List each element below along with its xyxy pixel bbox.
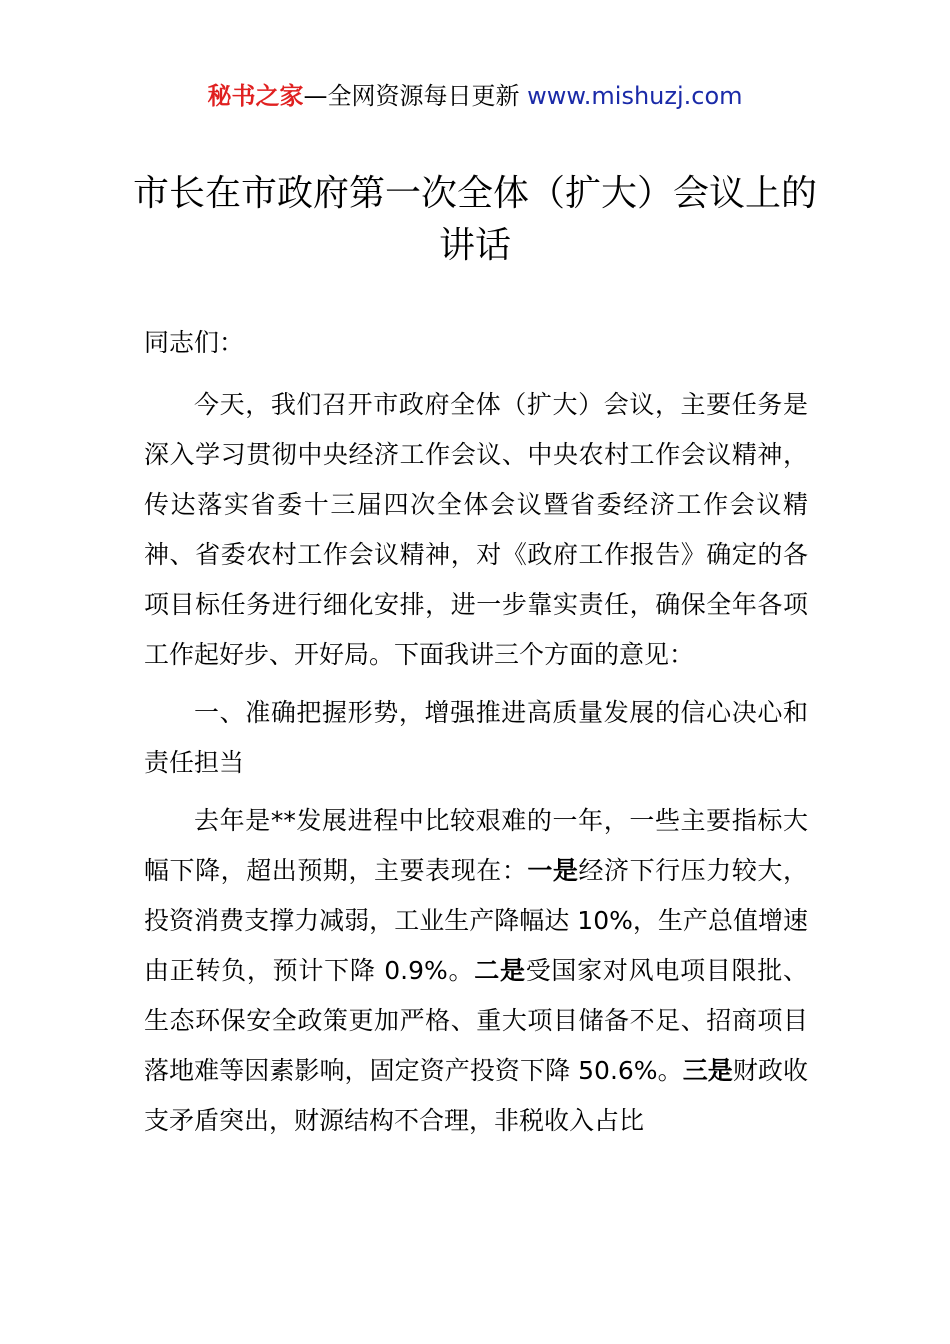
intro-paragraph: 今天，我们召开市政府全体（扩大）会议，主要任务是深入学习贯彻中央经济工作会议、中央农村工作会议精神，传达落实省委十三届四次全体会议暨省委经济工作会议精神、省委农村工作会议精神，对《政府工作报告》确定的各项目标任务进行细化安排，进一步靠实责任，确保全年各项工作起好步、开好局。下面我讲三个方面的意见： bbox=[144, 390, 808, 669]
document-body bbox=[144, 318, 808, 1154]
site-slogan: —全网资源每日更新 bbox=[303, 82, 528, 110]
situation-lead: 去年是**发展进程中比较艰难的一年，一些主要指标大幅下降，超出预期，主要表现在： bbox=[144, 806, 808, 885]
site-brand: 秘书之家 bbox=[207, 82, 304, 110]
situation-paragraph bbox=[144, 796, 808, 1146]
point-text-3: 财政收支矛盾突出，财源结构不合理，非税收入占比 bbox=[144, 1056, 808, 1135]
point-label-3: 三是 bbox=[682, 1056, 733, 1085]
salutation: 同志们： bbox=[144, 328, 245, 357]
point-text-1: 经济下行压力较大，投资消费支撑力减弱，工业生产降幅达 10%，生产总值增速由正转负，预计下降 0.9%。 bbox=[144, 856, 808, 985]
point-label-2: 二是 bbox=[474, 956, 526, 985]
site-url-link[interactable]: www.mishuzj.com bbox=[527, 82, 743, 110]
document-title: 市长在市政府第一次全体（扩大）会议上的讲话 bbox=[132, 173, 817, 266]
site-header bbox=[0, 78, 950, 114]
point-label-1: 一是 bbox=[527, 856, 579, 885]
section-heading-1: 一、准确把握形势，增强推进高质量发展的信心决心和责任担当 bbox=[144, 698, 808, 777]
point-text-2: 受国家对风电项目限批、生态环保安全政策更加严格、重大项目储备不足、招商项目落地难等因素影响，固定资产投资下降 50.6%。 bbox=[144, 956, 808, 1085]
